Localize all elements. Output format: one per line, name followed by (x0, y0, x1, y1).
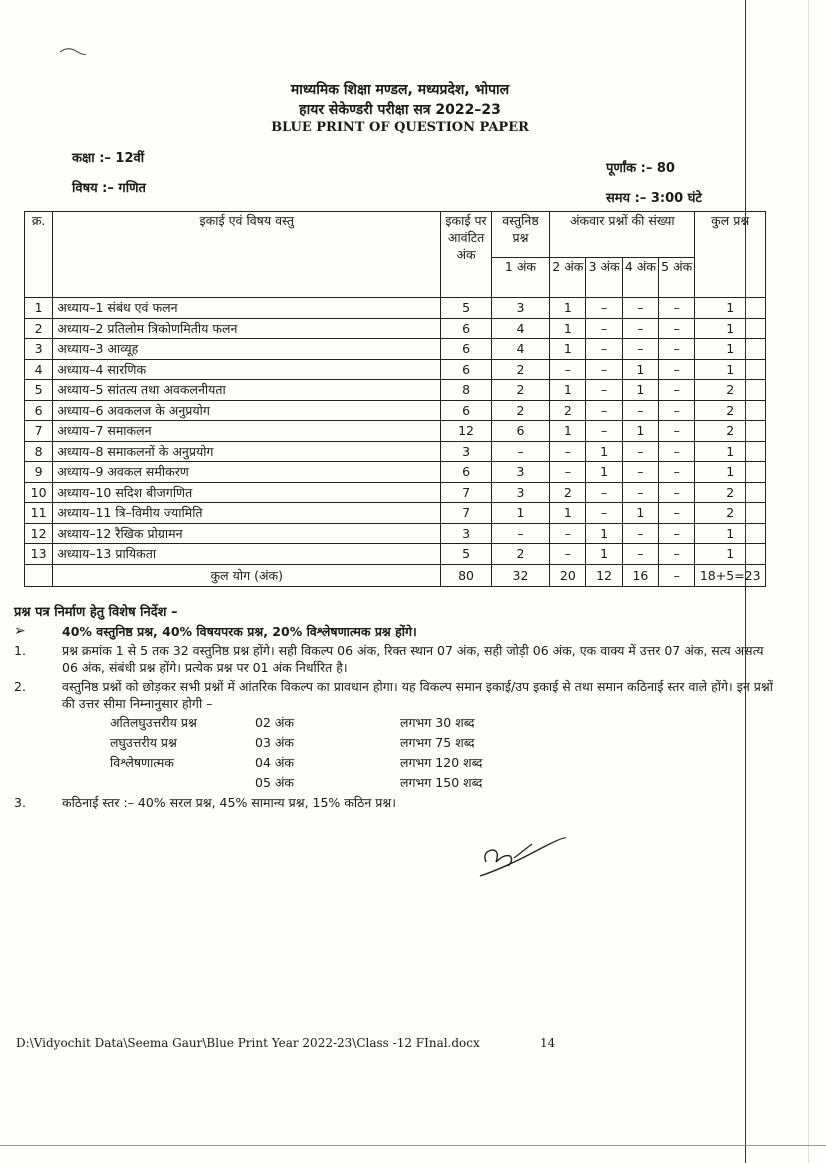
row-3-marks: – (586, 298, 622, 319)
header-objective: वस्तुनिष्ठ प्रश्न (491, 212, 549, 258)
time-label: समय :– 3:00 घंटे (606, 191, 702, 206)
row-serial: 8 (25, 441, 53, 462)
row-total: 2 (695, 380, 766, 401)
row-marks: 6 (441, 462, 491, 483)
row-3-marks: – (586, 380, 622, 401)
page-number: 14 (540, 1036, 556, 1050)
row-serial: 13 (25, 544, 53, 565)
row-serial: 7 (25, 421, 53, 442)
answer-length-words: लगभग 30 शब्द (400, 714, 475, 730)
max-marks-label: पूर्णांक :– 80 (606, 161, 675, 176)
row-5-marks: – (659, 318, 695, 339)
row-4-marks: – (622, 544, 658, 565)
answer-length-words: लगभग 150 शब्द (400, 774, 483, 790)
table-row (25, 544, 766, 565)
total-objective: 32 (491, 564, 549, 586)
answer-length-words: लगभग 75 शब्द (400, 734, 475, 750)
instruction-number: 1. (14, 643, 26, 658)
table-row (25, 359, 766, 380)
board-name: माध्यमिक शिक्षा मण्डल, मध्यप्रदेश, भोपाल (290, 82, 510, 98)
answer-length-type: लघुउत्तरीय प्रश्न (110, 734, 177, 750)
header-5-marks: 5 अंक (659, 258, 695, 298)
row-3-marks: 1 (586, 441, 622, 462)
row-unit: अध्याय–10 सदिश बीजगणित (53, 482, 441, 503)
row-5-marks: – (659, 544, 695, 565)
row-unit: अध्याय–9 अवकल समीकरण (53, 462, 441, 483)
row-2-marks: 1 (550, 318, 586, 339)
row-marks: 6 (441, 400, 491, 421)
row-5-marks: – (659, 421, 695, 442)
row-objective: 2 (491, 359, 549, 380)
scan-bottom-line (0, 1145, 826, 1146)
header-unit: इकाई एवं विषय वस्तु (53, 212, 441, 298)
table-row (25, 400, 766, 421)
table-row (25, 441, 766, 462)
row-3-marks: 1 (586, 523, 622, 544)
row-objective: 3 (491, 298, 549, 319)
row-marks: 6 (441, 318, 491, 339)
instruction-item (14, 678, 774, 712)
row-serial: 10 (25, 482, 53, 503)
total-4-marks: 16 (622, 564, 658, 586)
row-unit: अध्याय–1 संबंध एवं फलन (53, 298, 441, 319)
row-total: 1 (695, 441, 766, 462)
instruction-item (14, 642, 774, 676)
subject-label: विषय :– गणित (72, 181, 146, 196)
header-serial: क्र. (25, 212, 53, 298)
answer-length-row (110, 772, 560, 792)
row-3-marks: 1 (586, 462, 622, 483)
scan-mark-icon (58, 44, 88, 60)
answer-length-words: लगभग 120 शब्द (400, 754, 483, 770)
row-2-marks: – (550, 523, 586, 544)
row-unit: अध्याय–7 समाकलन (53, 421, 441, 442)
row-serial: 3 (25, 339, 53, 360)
instruction-number: 2. (14, 679, 26, 694)
row-objective: 6 (491, 421, 549, 442)
row-3-marks: – (586, 318, 622, 339)
row-objective: 2 (491, 400, 549, 421)
row-objective: 1 (491, 503, 549, 524)
answer-length-marks: 04 अंक (255, 754, 295, 770)
table-row (25, 298, 766, 319)
row-4-marks: – (622, 523, 658, 544)
answer-length-marks: 02 अंक (255, 714, 295, 730)
instruction-text: कठिनाई स्तर :– 40% सरल प्रश्न, 45% सामान्य प्रश्न, 15% कठिन प्रश्न। (62, 795, 396, 810)
instruction-text: वस्तुनिष्ठ प्रश्नों को छोड़कर सभी प्रश्नों में आंतरिक विकल्प का प्रावधान होगा। यह विकल्प समान इकाई/उप इकाई से तथा समान कठिनाई स्तर वाले होंगे। इन प्रश्नों की उत्तर सीमा निम्नानुसार होगी – (62, 679, 773, 711)
answer-length-row (110, 712, 560, 732)
total-row-blank (25, 564, 53, 586)
arrow-bullet-icon: ➢ (14, 623, 26, 639)
row-2-marks: – (550, 462, 586, 483)
answer-length-marks: 05 अंक (255, 774, 295, 790)
table-row (25, 318, 766, 339)
table-row (25, 339, 766, 360)
exam-session: हायर सेकेण्डरी परीक्षा सत्र 2022–23 (299, 102, 501, 118)
total-2-marks: 20 (550, 564, 586, 586)
row-3-marks: – (586, 503, 622, 524)
row-total: 2 (695, 482, 766, 503)
total-row-label: कुल योग (अंक) (53, 564, 441, 586)
table-row (25, 482, 766, 503)
row-5-marks: – (659, 359, 695, 380)
row-serial: 2 (25, 318, 53, 339)
row-total: 2 (695, 503, 766, 524)
row-2-marks: 1 (550, 380, 586, 401)
row-serial: 6 (25, 400, 53, 421)
instructions-title: प्रश्न पत्र निर्माण हेतु विशेष निर्देश – (14, 605, 178, 620)
row-marks: 7 (441, 482, 491, 503)
header-2-marks: 2 अंक (550, 258, 586, 298)
row-unit: अध्याय–6 अवकलज के अनुप्रयोग (53, 400, 441, 421)
table-row (25, 462, 766, 483)
instruction-text: 40% वस्तुनिष्ठ प्रश्न, 40% विषयपरक प्रश्न, 20% विश्लेषणात्मक प्रश्न होंगे। (62, 624, 417, 639)
total-3-marks: 12 (586, 564, 622, 586)
blueprint-table (24, 211, 766, 587)
scan-edge-line-faint (808, 0, 809, 1163)
row-5-marks: – (659, 339, 695, 360)
row-objective: 2 (491, 544, 549, 565)
answer-length-table (110, 712, 560, 792)
row-2-marks: 1 (550, 339, 586, 360)
row-2-marks: – (550, 441, 586, 462)
row-total: 1 (695, 462, 766, 483)
row-total: 1 (695, 523, 766, 544)
row-objective: 4 (491, 318, 549, 339)
row-4-marks: 1 (622, 503, 658, 524)
row-marks: 3 (441, 441, 491, 462)
table-row (25, 421, 766, 442)
instructions-section (14, 604, 774, 811)
row-4-marks: – (622, 441, 658, 462)
row-2-marks: 2 (550, 482, 586, 503)
row-2-marks: – (550, 359, 586, 380)
table-row (25, 523, 766, 544)
signature-icon (474, 832, 570, 884)
row-unit: अध्याय–8 समाकलनों के अनुप्रयोग (53, 441, 441, 462)
row-4-marks: 1 (622, 421, 658, 442)
row-2-marks: 1 (550, 421, 586, 442)
row-5-marks: – (659, 380, 695, 401)
file-path: D:\Vidyochit Data\Seema Gaur\Blue Print Year 2022-23\Class -12 FInal.docx (16, 1036, 480, 1050)
row-3-marks: – (586, 359, 622, 380)
row-5-marks: – (659, 441, 695, 462)
row-2-marks: 2 (550, 400, 586, 421)
row-objective: – (491, 441, 549, 462)
row-marks: 8 (441, 380, 491, 401)
row-objective: 4 (491, 339, 549, 360)
row-serial: 9 (25, 462, 53, 483)
row-3-marks: – (586, 421, 622, 442)
row-marks: 6 (441, 339, 491, 360)
row-2-marks: 1 (550, 503, 586, 524)
row-4-marks: – (622, 482, 658, 503)
row-5-marks: – (659, 523, 695, 544)
row-unit: अध्याय–5 सांतत्य तथा अवकलनीयता (53, 380, 441, 401)
header-allotted-marks: इकाई पर आवंटित अंक (441, 212, 491, 298)
row-5-marks: – (659, 400, 695, 421)
row-total: 1 (695, 339, 766, 360)
answer-length-type: अतिलघुउत्तरीय प्रश्न (110, 714, 197, 730)
total-5-marks: – (659, 564, 695, 586)
row-3-marks: – (586, 482, 622, 503)
row-4-marks: – (622, 462, 658, 483)
row-unit: अध्याय–13 प्रायिकता (53, 544, 441, 565)
table-row (25, 503, 766, 524)
row-objective: – (491, 523, 549, 544)
instruction-item (14, 623, 774, 640)
row-3-marks: 1 (586, 544, 622, 565)
row-marks: 6 (441, 359, 491, 380)
row-serial: 12 (25, 523, 53, 544)
row-unit: अध्याय–4 सारणिक (53, 359, 441, 380)
row-marks: 7 (441, 503, 491, 524)
table-row (25, 380, 766, 401)
row-5-marks: – (659, 482, 695, 503)
row-marks: 5 (441, 298, 491, 319)
answer-length-marks: 03 अंक (255, 734, 295, 750)
row-objective: 3 (491, 462, 549, 483)
row-marks: 3 (441, 523, 491, 544)
row-total: 1 (695, 318, 766, 339)
row-serial: 5 (25, 380, 53, 401)
total-questions: 18+5=23 (695, 564, 766, 586)
row-total: 2 (695, 400, 766, 421)
answer-length-row (110, 732, 560, 752)
row-marks: 5 (441, 544, 491, 565)
header-markwise: अंकवार प्रश्नों की संख्या (550, 212, 695, 258)
row-total: 1 (695, 298, 766, 319)
row-unit: अध्याय–12 रैखिक प्रोग्रामन (53, 523, 441, 544)
total-marks: 80 (441, 564, 491, 586)
row-4-marks: – (622, 400, 658, 421)
row-3-marks: – (586, 400, 622, 421)
row-objective: 2 (491, 380, 549, 401)
document-title: BLUE PRINT OF QUESTION PAPER (271, 120, 529, 135)
instruction-text: प्रश्न क्रमांक 1 से 5 तक 32 वस्तुनिष्ठ प्रश्न होंगे। सही विकल्प 06 अंक, रिक्त स्थान 07 अंक, सही जोड़ी 06 अंक, एक वाक्य में उत्तर 07 अंक, सत्य असत्य 06 अंक, संबंधी प्रश्न होंगे। प्रत्येक प्रश्न पर 01 अंक निर्धारित है। (62, 643, 764, 675)
row-4-marks: – (622, 339, 658, 360)
row-marks: 12 (441, 421, 491, 442)
row-2-marks: – (550, 544, 586, 565)
row-serial: 1 (25, 298, 53, 319)
row-unit: अध्याय–2 प्रतिलोम त्रिकोणमितीय फलन (53, 318, 441, 339)
row-4-marks: 1 (622, 380, 658, 401)
header-objective-marks: 1 अंक (491, 258, 549, 298)
class-label: कक्षा :– 12वीं (72, 151, 145, 166)
row-unit: अध्याय–3 आव्यूह (53, 339, 441, 360)
row-unit: अध्याय–11 त्रि–विमीय ज्यामिति (53, 503, 441, 524)
row-5-marks: – (659, 503, 695, 524)
instruction-number: 3. (14, 795, 26, 810)
row-total: 1 (695, 359, 766, 380)
answer-length-row (110, 752, 560, 772)
row-total: 1 (695, 544, 766, 565)
row-4-marks: – (622, 298, 658, 319)
answer-length-type (110, 772, 255, 792)
row-2-marks: 1 (550, 298, 586, 319)
header-total-questions: कुल प्रश्न (695, 212, 766, 298)
row-serial: 4 (25, 359, 53, 380)
row-objective: 3 (491, 482, 549, 503)
row-3-marks: – (586, 339, 622, 360)
row-total: 2 (695, 421, 766, 442)
instruction-item (14, 794, 774, 811)
row-serial: 11 (25, 503, 53, 524)
row-5-marks: – (659, 298, 695, 319)
answer-length-type: विश्लेषणात्मक (110, 754, 174, 770)
row-4-marks: – (622, 318, 658, 339)
header-4-marks: 4 अंक (622, 258, 658, 298)
row-4-marks: 1 (622, 359, 658, 380)
row-5-marks: – (659, 462, 695, 483)
header-3-marks: 3 अंक (586, 258, 622, 298)
